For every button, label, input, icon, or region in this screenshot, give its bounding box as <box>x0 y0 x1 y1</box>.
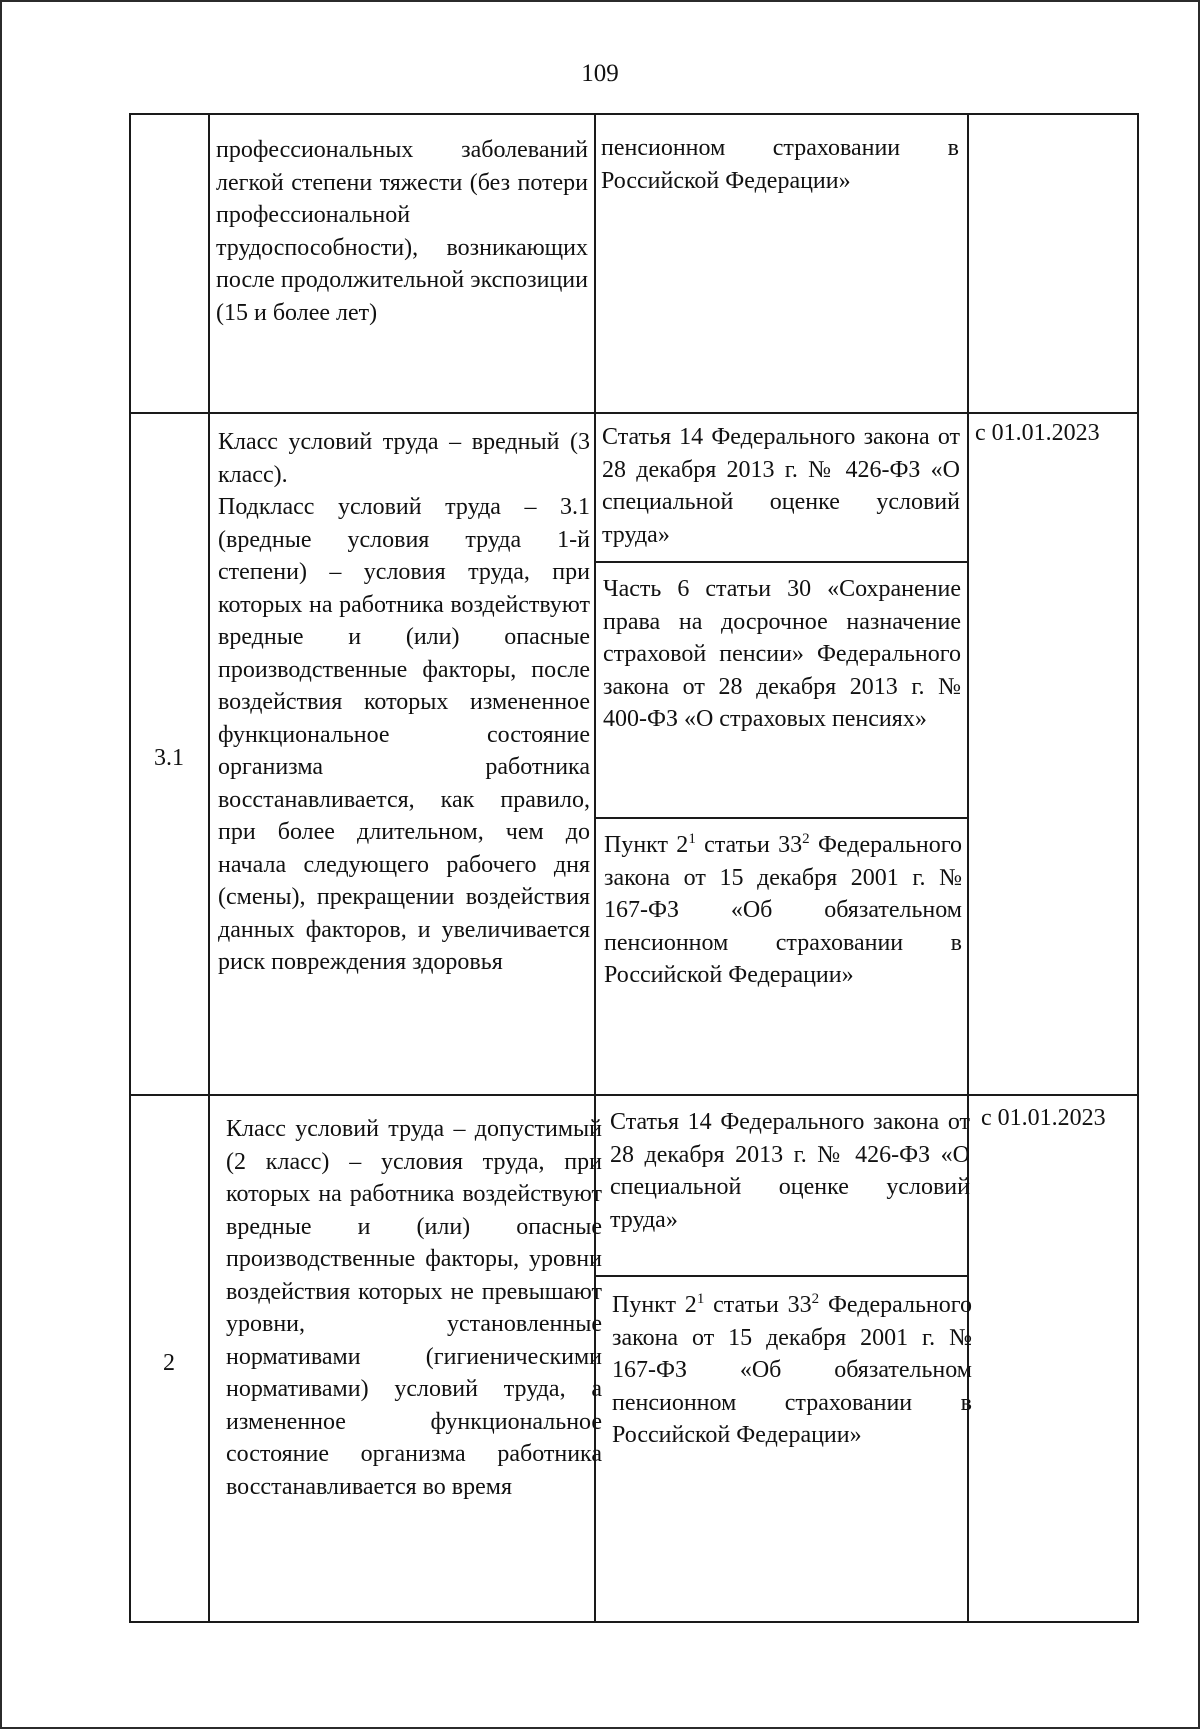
ref-law: Федерального закона от 15 декабря 2001 г. № 167-ФЗ «Об обязательном пенсионном страховании в Российской Федерации» <box>604 832 962 988</box>
row-reference: Часть 6 статьи 30 «Сохранение права на досрочное назначение страховой пенсии» Федерального закона от 28 декабря 2013 г. № 400-ФЗ «О страховых пенсиях» <box>603 576 961 732</box>
ref-article: статьи 33 <box>695 832 803 858</box>
ref-clause: Пункт 2 <box>612 1292 697 1318</box>
table-border-top <box>129 113 1139 115</box>
subclass-text: Подкласс условий труда – 3.1 (вредные условия труда 1-й степени) – условия труда, при которых на работника воздействуют вредные и (или) опасные производственные факторы, после воздействия которых измененное функциональное состояние организма работника восстанавливается, как правило, при более длительном, чем до начала следующего рабочего дня (смены), прекращении воздействия данных факторов, и увеличивается риск повреждения здоровья <box>218 494 590 975</box>
column-divider-1 <box>208 113 210 1623</box>
row-reference: Статья 14 Федерального закона от 28 декабря 2013 г. № 426-ФЗ «О специальной оценке условий труда» <box>602 424 960 548</box>
ref-superscript: 2 <box>802 831 810 847</box>
row-reference <box>612 1289 972 1452</box>
row-reference: пенсионном страховании в Российской Федерации» <box>601 135 959 194</box>
row-divider-2 <box>129 1094 1139 1096</box>
effective-date: с 01.01.2023 <box>975 420 1100 446</box>
effective-date: с 01.01.2023 <box>981 1105 1106 1131</box>
row-reference <box>604 829 962 992</box>
row-divider-1 <box>129 412 1139 414</box>
ref-divider-2a <box>594 1275 967 1277</box>
ref-superscript: 2 <box>811 1291 820 1307</box>
ref-divider-3-1a <box>594 561 967 563</box>
table-border-bottom <box>129 1621 1139 1623</box>
ref-superscript: 1 <box>696 1291 705 1307</box>
class-title: Класс условий труда – вредный (3 класс). <box>218 429 590 488</box>
page-number: 109 <box>581 60 619 87</box>
row-reference: Статья 14 Федерального закона от 28 декабря 2013 г. № 426-ФЗ «О специальной оценке условий труда» <box>610 1109 970 1233</box>
ref-superscript: 1 <box>688 831 696 847</box>
row-description <box>218 426 590 979</box>
ref-clause: Пункт 2 <box>604 832 689 858</box>
row-description: профессиональных заболеваний легкой степени тяжести (без потери профессиональной трудоспособности), возникающих после продолжительной экспозиции (15 и более лет) <box>216 137 588 326</box>
row-description: Класс условий труда – допустимый (2 класс) – условия труда, при которых на работника воздействуют вредные и (или) опасные производственные факторы, уровни воздействия которых не превышают уровни, установленные нормативами (гигиеническими нормативами) условий труда, а измененное функциональное состояние организма работника восстанавливается во время <box>226 1116 602 1500</box>
ref-article: статьи 33 <box>704 1292 812 1318</box>
table-border-left <box>129 113 131 1623</box>
row-number: 3.1 <box>154 745 184 771</box>
row-number: 2 <box>163 1350 175 1376</box>
ref-law: Федерального закона от 15 декабря 2001 г. № 167-ФЗ «Об обязательном пенсионном страховании в Российской Федерации» <box>612 1292 972 1448</box>
ref-divider-3-1b <box>594 817 967 819</box>
table-border-right <box>1137 113 1139 1623</box>
